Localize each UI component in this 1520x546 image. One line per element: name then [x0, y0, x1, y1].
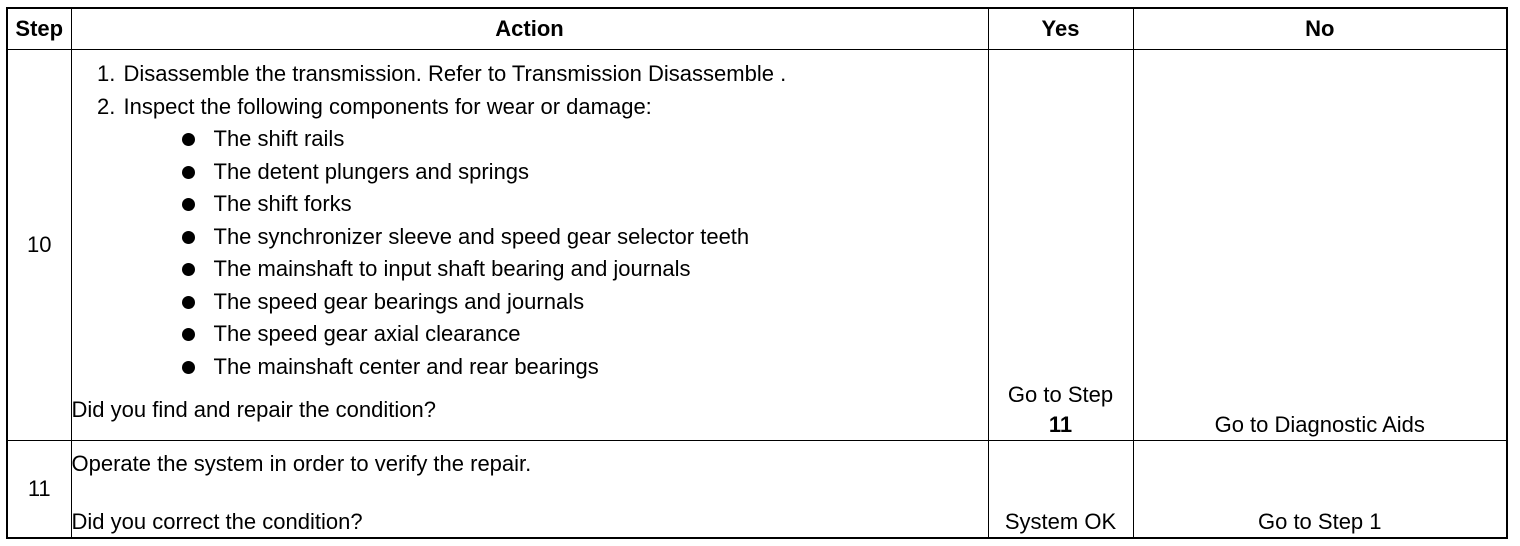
component-item: The speed gear axial clearance — [180, 318, 988, 351]
component-item: The detent plungers and springs — [180, 156, 988, 189]
header-yes: Yes — [988, 8, 1133, 50]
component-item: The mainshaft center and rear bearings — [180, 351, 988, 384]
numbered-steps — [72, 58, 988, 383]
yes-cell — [988, 50, 1133, 441]
numbered-step: 1. Disassemble the transmission. Refer to Transmission Disassemble . — [122, 58, 988, 91]
header-row — [7, 8, 1507, 50]
component-item: The shift rails — [180, 123, 988, 156]
no-cell: Go to Diagnostic Aids — [1133, 50, 1507, 441]
table-row — [7, 441, 1507, 539]
yes-step-number: 11 — [1048, 412, 1073, 437]
action-cell — [71, 441, 988, 539]
numbered-step-text: Inspect the following components for wear or damage: — [123, 93, 652, 119]
yes-cell: System OK — [988, 441, 1133, 539]
question-text: Did you correct the condition? — [71, 509, 363, 534]
no-cell: Go to Step 1 — [1133, 441, 1507, 539]
numbered-step — [122, 91, 988, 384]
step-number: 10 — [7, 50, 71, 441]
table-row — [7, 50, 1507, 441]
question-text: Did you find and repair the condition? — [71, 397, 436, 422]
yes-text: Go to Step — [1007, 382, 1114, 407]
diagnostic-table — [6, 7, 1508, 539]
component-item: The speed gear bearings and journals — [180, 286, 988, 319]
component-item: The synchronizer sleeve and speed gear selector teeth — [180, 221, 988, 254]
header-step: Step — [7, 8, 71, 50]
component-item: The mainshaft to input shaft bearing and journals — [180, 253, 988, 286]
header-no: No — [1133, 8, 1507, 50]
action-text: Operate the system in order to verify the repair. — [71, 451, 532, 476]
step-number: 11 — [7, 441, 71, 539]
component-item: The shift forks — [180, 188, 988, 221]
action-cell — [71, 50, 988, 441]
header-action: Action — [71, 8, 988, 50]
component-list — [124, 123, 988, 383]
